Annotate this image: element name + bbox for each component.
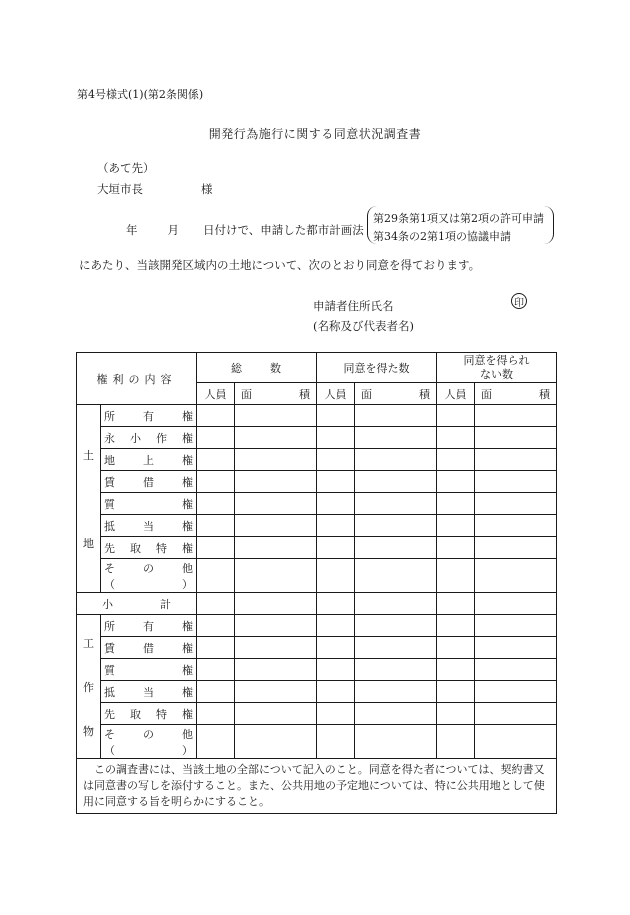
value-cell[interactable] — [437, 593, 475, 615]
structure-right-char: 権 — [182, 707, 193, 721]
value-cell[interactable] — [475, 515, 557, 537]
structure-right-char: 権 — [182, 685, 193, 699]
table-row — [77, 493, 557, 515]
value-cell[interactable] — [475, 559, 557, 593]
area-subheader-l: 面 — [241, 387, 252, 401]
land-other — [101, 559, 197, 593]
structure-right-char: 借 — [143, 641, 154, 655]
structure-other — [101, 725, 197, 759]
area-subheader-l: 面 — [361, 387, 372, 401]
value-cell[interactable] — [197, 449, 235, 471]
area-subheader — [355, 383, 437, 405]
value-cell[interactable] — [475, 725, 557, 759]
other-char: そ — [104, 727, 115, 741]
rights-header: 権利の内容 — [77, 353, 197, 405]
value-cell[interactable] — [437, 615, 475, 637]
table-row — [77, 537, 557, 559]
people-subheader: 人員 — [437, 383, 475, 405]
value-cell[interactable] — [317, 537, 355, 559]
table-row — [77, 515, 557, 537]
people-subheader: 人員 — [197, 383, 235, 405]
date-text: 日付けで、申請した都市計画法 — [203, 223, 364, 237]
group3-line1: 同意を得られ — [463, 353, 530, 367]
value-cell[interactable] — [235, 637, 317, 659]
land-right-char: 権 — [182, 497, 193, 511]
addressee-label: （あて先） — [97, 161, 155, 175]
honorific: 様 — [201, 182, 213, 196]
table-row — [77, 725, 557, 759]
structure-right-char: 権 — [182, 641, 193, 655]
value-cell[interactable] — [437, 449, 475, 471]
area-subheader-r: 積 — [299, 387, 310, 401]
structure-right-char: 当 — [143, 685, 154, 699]
other-char: 他 — [182, 727, 193, 741]
value-cell[interactable] — [437, 703, 475, 725]
value-cell[interactable] — [317, 703, 355, 725]
year-label: 年 — [126, 223, 138, 237]
land-right — [101, 427, 197, 449]
land-right-char: 小 — [130, 431, 141, 445]
instruction-note: この調査書には、当該土地の全部について記入のこと。同意を得た者については、契約書又は同意書の写しを添付すること。また、公共用地の予定地については、特に公共用地として使用に同意する旨を明らかにすること。 — [77, 759, 557, 814]
value-cell[interactable] — [475, 427, 557, 449]
land-right — [101, 405, 197, 427]
value-cell[interactable] — [475, 637, 557, 659]
land-right-char: 所 — [104, 409, 115, 423]
month-label: 月 — [167, 223, 179, 237]
value-cell[interactable] — [235, 559, 317, 593]
structure-right-char: 賃 — [104, 641, 115, 655]
land-right-char: 抵 — [104, 519, 115, 533]
value-cell[interactable] — [235, 449, 317, 471]
value-cell[interactable] — [475, 659, 557, 681]
value-cell[interactable] — [235, 405, 317, 427]
value-cell[interactable] — [437, 493, 475, 515]
group3-line2: ない数 — [480, 367, 513, 381]
value-cell[interactable] — [437, 471, 475, 493]
value-cell[interactable] — [235, 493, 317, 515]
value-cell[interactable] — [437, 427, 475, 449]
value-cell[interactable] — [437, 405, 475, 427]
recipient-name: 大垣市長 — [97, 182, 143, 196]
land-right — [101, 537, 197, 559]
value-cell[interactable] — [235, 703, 317, 725]
value-cell[interactable] — [197, 659, 235, 681]
value-cell[interactable] — [235, 427, 317, 449]
value-cell[interactable] — [355, 537, 437, 559]
value-cell[interactable] — [355, 449, 437, 471]
land-right-char: 先 — [104, 541, 115, 555]
value-cell[interactable] — [317, 725, 355, 759]
value-cell[interactable] — [197, 615, 235, 637]
value-cell[interactable] — [197, 537, 235, 559]
land-right-char: 作 — [156, 431, 167, 445]
value-cell[interactable] — [197, 637, 235, 659]
subtotal-char: 小 — [102, 597, 113, 611]
value-cell[interactable] — [475, 537, 557, 559]
group-not-consented — [437, 353, 557, 383]
value-cell[interactable] — [355, 493, 437, 515]
value-cell[interactable] — [475, 405, 557, 427]
date-line — [126, 222, 364, 238]
option-consultation: 第34条の2第1項の協議申請 — [373, 230, 511, 243]
value-cell[interactable] — [475, 681, 557, 703]
table-row — [77, 471, 557, 493]
value-cell[interactable] — [317, 659, 355, 681]
value-cell[interactable] — [475, 471, 557, 493]
land-right-char: 質 — [104, 497, 115, 511]
structure-right-char: 所 — [104, 619, 115, 633]
paren-right: ） — [182, 577, 193, 591]
value-cell[interactable] — [355, 593, 437, 615]
value-cell[interactable] — [355, 559, 437, 593]
structure-right-char: 権 — [182, 619, 193, 633]
value-cell[interactable] — [355, 725, 437, 759]
land-category — [77, 405, 101, 593]
value-cell[interactable] — [475, 615, 557, 637]
structure-right — [101, 703, 197, 725]
applicant-note: (名称及び代表者名) — [313, 319, 414, 333]
structure-right-char: 有 — [143, 619, 154, 633]
value-cell[interactable] — [355, 615, 437, 637]
land-right — [101, 515, 197, 537]
people-subheader: 人員 — [317, 383, 355, 405]
table-row — [77, 703, 557, 725]
structure-right-char: 取 — [130, 707, 141, 721]
subtotal-char: 計 — [160, 597, 171, 611]
table-row — [77, 449, 557, 471]
paren-left: （ — [104, 743, 115, 757]
value-cell[interactable] — [197, 493, 235, 515]
table-row — [77, 637, 557, 659]
table-row — [77, 681, 557, 703]
value-cell[interactable] — [317, 427, 355, 449]
value-cell[interactable] — [317, 593, 355, 615]
value-cell[interactable] — [355, 681, 437, 703]
structure-right-char: 特 — [156, 707, 167, 721]
land-right-char: 永 — [104, 431, 115, 445]
structure-category — [77, 615, 101, 759]
structure-right-char: 質 — [104, 663, 115, 677]
structure-right — [101, 681, 197, 703]
value-cell[interactable] — [355, 637, 437, 659]
other-char: そ — [104, 561, 115, 575]
paren-left: （ — [104, 577, 115, 591]
value-cell[interactable] — [317, 471, 355, 493]
land-right — [101, 471, 197, 493]
land-right-char: 権 — [182, 409, 193, 423]
table-row — [77, 559, 557, 593]
structure-right — [101, 615, 197, 637]
structure-category-char: 工 — [83, 636, 94, 650]
form-number: 第4号様式(1)(第2条関係) — [77, 88, 204, 101]
table-row — [77, 427, 557, 449]
value-cell[interactable] — [197, 515, 235, 537]
land-category-char: 土 — [83, 448, 94, 462]
land-right-char: 借 — [143, 475, 154, 489]
value-cell[interactable] — [475, 703, 557, 725]
structure-category-char: 物 — [83, 724, 94, 738]
land-right-char: 有 — [143, 409, 154, 423]
structure-right — [101, 637, 197, 659]
document-title: 開発行為施行に関する同意状況調査書 — [208, 127, 422, 141]
value-cell[interactable] — [437, 515, 475, 537]
area-subheader-r: 積 — [539, 387, 550, 401]
value-cell[interactable] — [317, 637, 355, 659]
land-right-char: 権 — [182, 453, 193, 467]
land-right-char: 上 — [143, 453, 154, 467]
value-cell[interactable] — [197, 593, 235, 615]
value-cell[interactable] — [235, 615, 317, 637]
land-right-char: 取 — [130, 541, 141, 555]
recipient — [97, 181, 213, 197]
value-cell[interactable] — [317, 449, 355, 471]
value-cell[interactable] — [355, 471, 437, 493]
value-cell[interactable] — [437, 725, 475, 759]
land-right-char: 権 — [182, 475, 193, 489]
value-cell[interactable] — [317, 559, 355, 593]
land-right-char: 当 — [143, 519, 154, 533]
value-cell[interactable] — [197, 681, 235, 703]
value-cell[interactable] — [437, 681, 475, 703]
consent-survey-table — [76, 352, 557, 814]
paren-right: ） — [182, 743, 193, 757]
land-right-char: 地 — [104, 453, 115, 467]
area-subheader — [475, 383, 557, 405]
value-cell[interactable] — [197, 559, 235, 593]
value-cell[interactable] — [475, 449, 557, 471]
subtotal-row — [77, 593, 557, 615]
table-row — [77, 659, 557, 681]
other-char: の — [143, 727, 154, 741]
value-cell[interactable] — [235, 515, 317, 537]
value-cell[interactable] — [437, 659, 475, 681]
value-cell[interactable] — [235, 681, 317, 703]
group-total: 総数 — [197, 353, 317, 383]
value-cell[interactable] — [317, 515, 355, 537]
value-cell[interactable] — [317, 615, 355, 637]
area-subheader-r: 積 — [419, 387, 430, 401]
other-char: の — [143, 561, 154, 575]
group-consented: 同意を得た数 — [317, 353, 437, 383]
land-right-char: 権 — [182, 541, 193, 555]
value-cell[interactable] — [197, 405, 235, 427]
area-subheader — [235, 383, 317, 405]
value-cell[interactable] — [437, 559, 475, 593]
value-cell[interactable] — [475, 493, 557, 515]
value-cell[interactable] — [317, 405, 355, 427]
value-cell[interactable] — [355, 659, 437, 681]
value-cell[interactable] — [437, 537, 475, 559]
value-cell[interactable] — [355, 515, 437, 537]
seal-mark: 印 — [511, 293, 527, 309]
value-cell[interactable] — [197, 471, 235, 493]
value-cell[interactable] — [317, 681, 355, 703]
land-right — [101, 493, 197, 515]
value-cell[interactable] — [235, 659, 317, 681]
land-right-char: 賃 — [104, 475, 115, 489]
other-char: 他 — [182, 561, 193, 575]
land-right-char: 権 — [182, 431, 193, 445]
value-cell[interactable] — [235, 537, 317, 559]
value-cell[interactable] — [355, 405, 437, 427]
land-right-char: 特 — [156, 541, 167, 555]
value-cell[interactable] — [197, 725, 235, 759]
structure-right-char: 先 — [104, 707, 115, 721]
land-right-char: 権 — [182, 519, 193, 533]
structure-category-char: 作 — [83, 680, 94, 694]
value-cell[interactable] — [197, 427, 235, 449]
structure-right-char: 抵 — [104, 685, 115, 699]
value-cell[interactable] — [235, 725, 317, 759]
value-cell[interactable] — [235, 593, 317, 615]
value-cell[interactable] — [197, 703, 235, 725]
request-continuation: にあたり、当該開発区域内の土地について、次のとおり同意を得ております。 — [79, 258, 481, 272]
structure-right-char: 権 — [182, 663, 193, 677]
value-cell[interactable] — [355, 703, 437, 725]
value-cell[interactable] — [437, 637, 475, 659]
structure-right — [101, 659, 197, 681]
subtotal-label — [77, 593, 197, 615]
option-permit: 第29条第1項又は第2項の許可申請 — [373, 212, 544, 225]
area-subheader-l: 面 — [481, 387, 492, 401]
table-row — [77, 615, 557, 637]
value-cell[interactable] — [475, 593, 557, 615]
table-row — [77, 405, 557, 427]
applicant-label: 申請者住所氏名 — [313, 299, 394, 313]
land-right — [101, 449, 197, 471]
value-cell[interactable] — [355, 427, 437, 449]
land-category-char: 地 — [83, 536, 94, 550]
value-cell[interactable] — [235, 471, 317, 493]
value-cell[interactable] — [317, 493, 355, 515]
